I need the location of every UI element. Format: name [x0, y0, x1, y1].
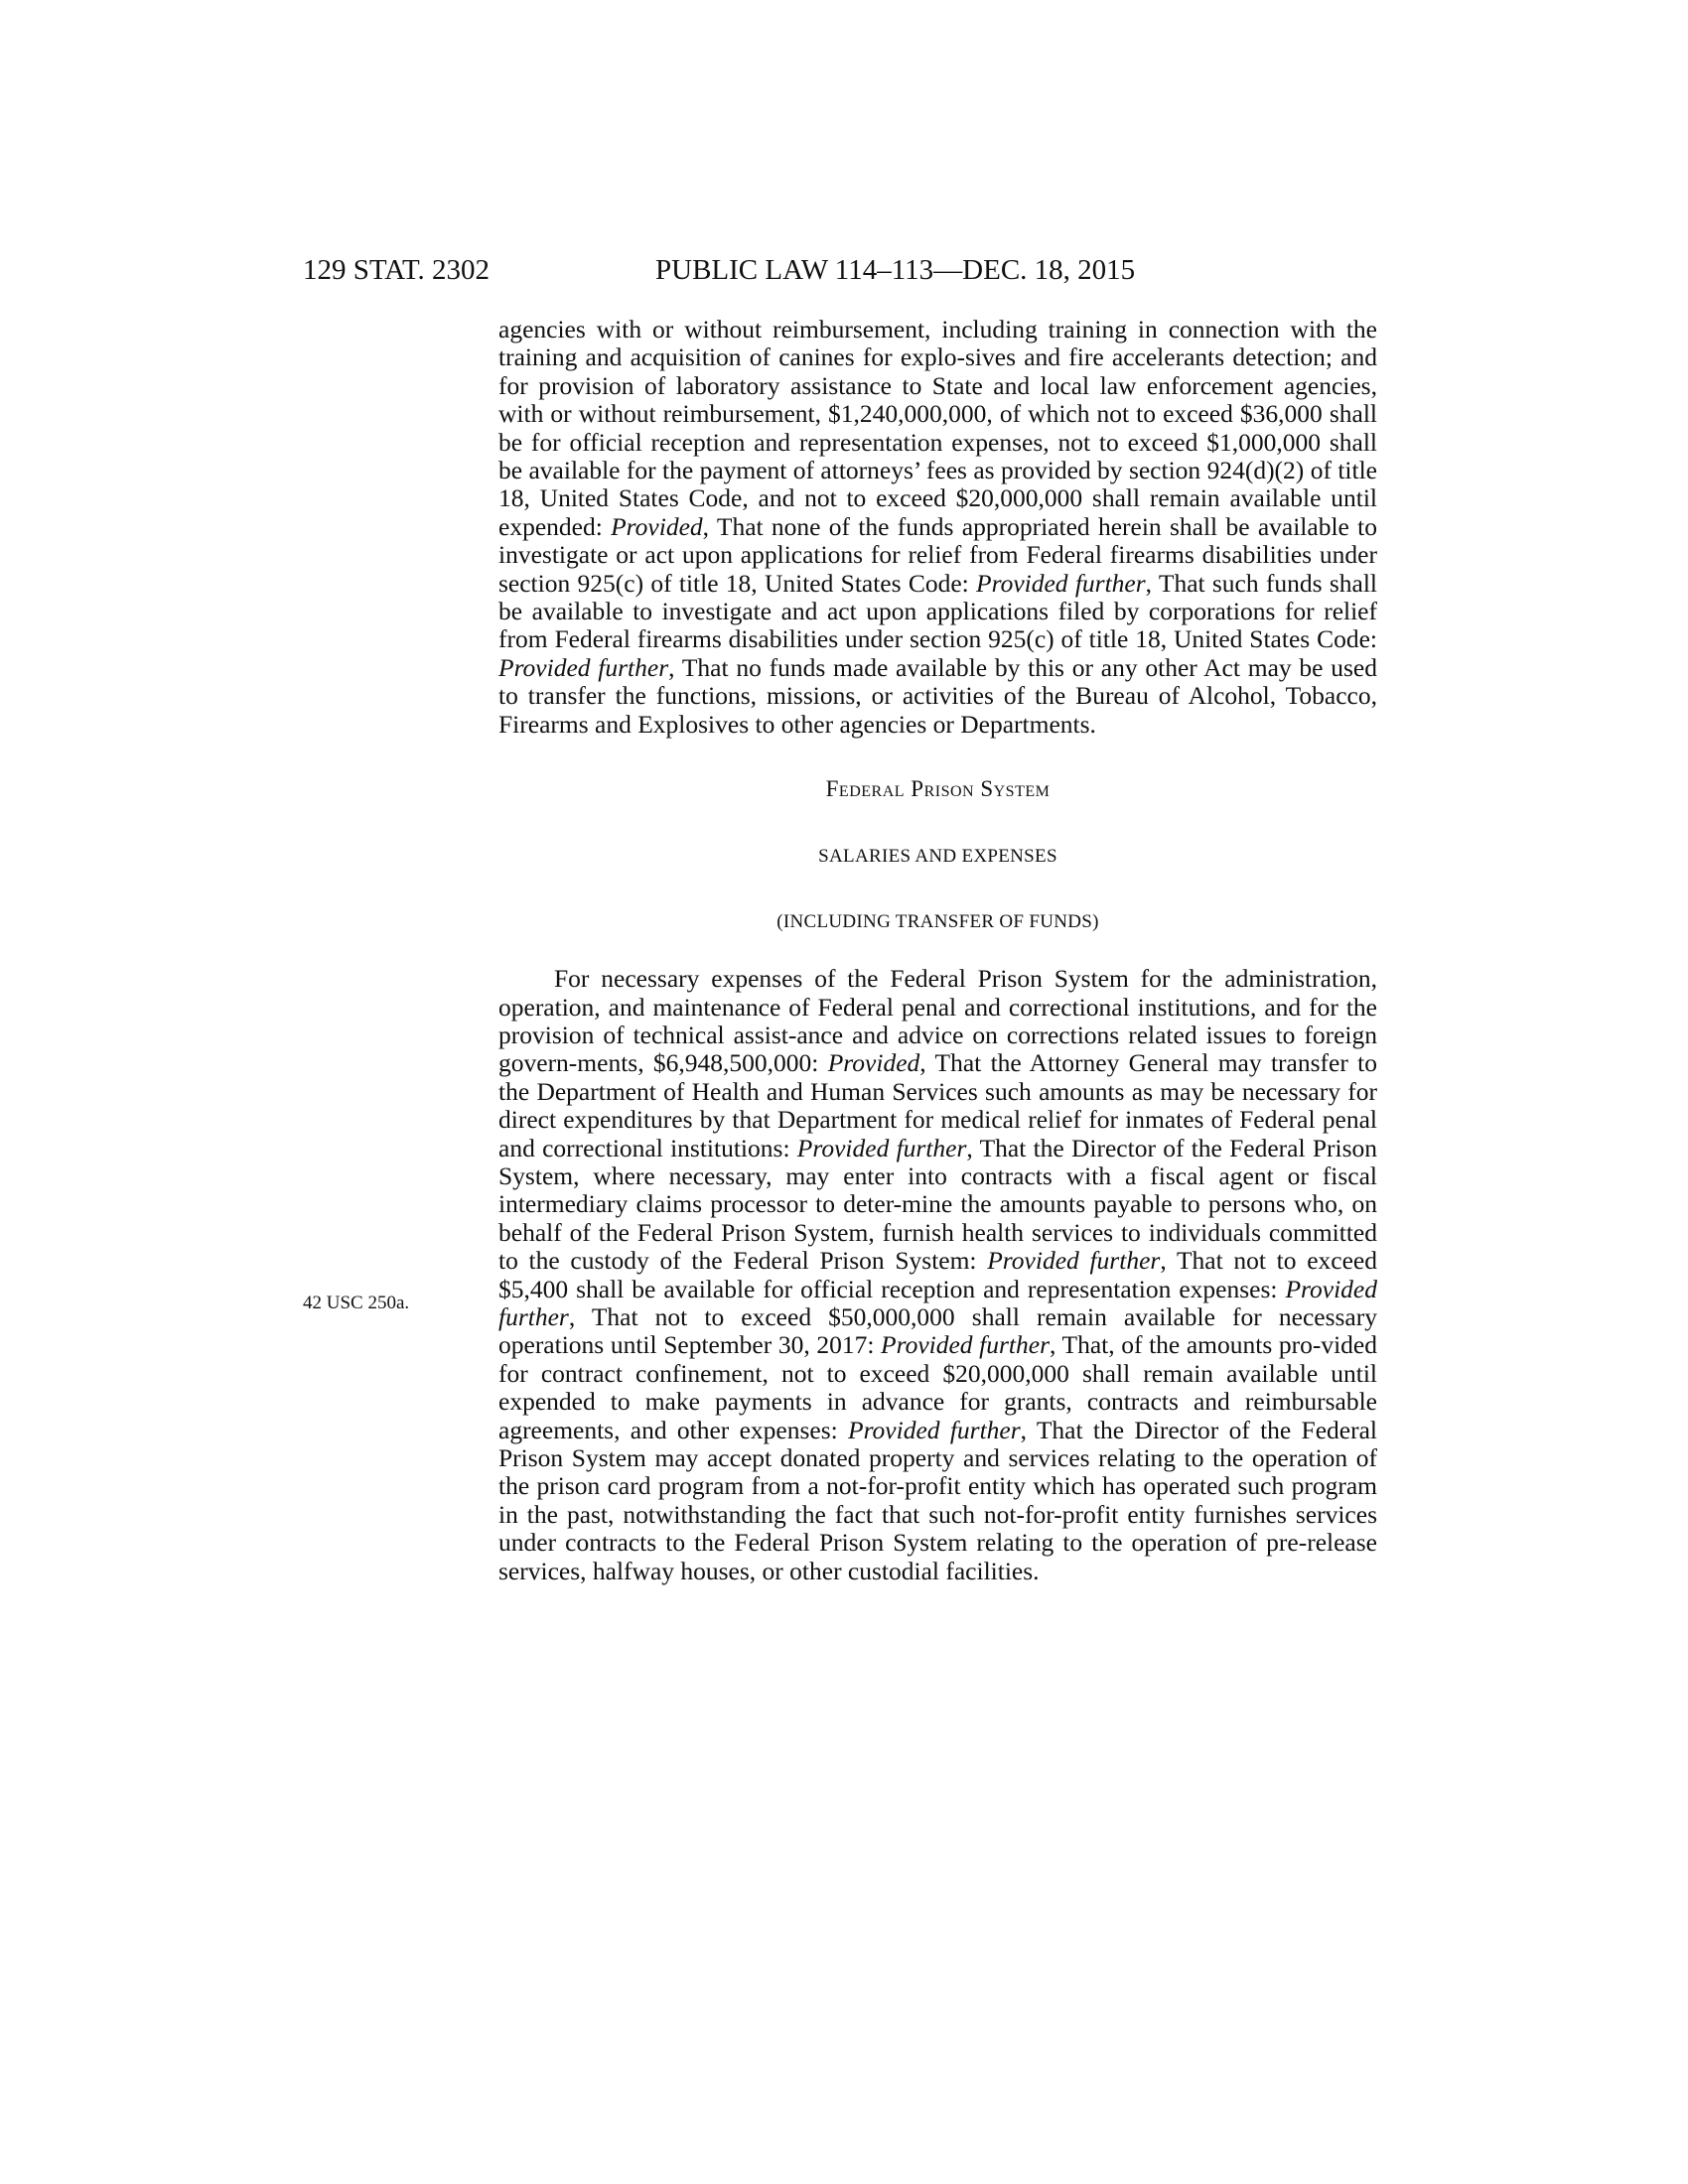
stat-page-reference: 129 STAT. 2302	[303, 254, 491, 286]
proviso-term: Provided	[827, 1048, 920, 1078]
proviso-term: Provided further	[498, 1274, 1377, 1331]
margin-citation-note: 42 USC 250a.	[303, 1293, 410, 1313]
text-run: , That such funds shall be available to investigate and act upon applications filed by corporations for relief from Federal firearms disabilities under section 925(c) of title 18, United States Code:	[498, 568, 1378, 654]
proviso-term: Provided further	[498, 652, 669, 682]
text-run: , That not to exceed $5,400 shall be available for official reception and representation expenses:	[498, 1246, 1377, 1303]
text-run: , That none of the funds appropriated herein shall be available to investigate or act upon applications for relief from Federal firearms disabilities under section 925(c) of title 18, United States Code:	[498, 511, 1377, 598]
text-run: , That the Director of the Federal Prison System, where necessary, may enter into contracts with a fiscal agent or fiscal intermediary claims processor to deter-mine the amounts payable to persons who, on behalf of the Federal Prison System, furnish health services to individuals committed to the custody of the Federal Prison System:	[498, 1133, 1378, 1276]
account-heading: SALARIES AND EXPENSES	[818, 846, 1057, 868]
text-run: , That the Attorney General may transfer to the Department of Health and Human Services such amounts as may be necessary for direct expenditures by that Department for medical relief for inmates of Federal penal and correctional institutions:	[498, 1048, 1377, 1162]
text-run: , That, of the amounts pro-vided for contract confinement, not to exceed $20,000,000 shall remain available until expended to make payments in advance for grants, contracts and reimbursable agreements, and other expenses:	[498, 1330, 1378, 1444]
proviso-term: Provided further	[848, 1415, 1021, 1444]
public-law-title: PUBLIC LAW 114–113—DEC. 18, 2015	[655, 254, 1136, 286]
proviso-term: Provided	[611, 511, 703, 541]
agency-heading-text: Federal Prison System	[825, 776, 1051, 802]
text-run: , That not to exceed $50,000,000 shall remain available for necessary operations until September 30, 2017:	[498, 1301, 1377, 1360]
agency-heading	[498, 774, 1377, 804]
text-run: For necessary expenses of the Federal Prison System for the administration, operation, and maintenance of Federal penal and correctional institutions, and for the provision of technical assist-ance and advice on corrections related issues to foreign govern-ments, $6,948,500,000:	[498, 964, 1377, 1078]
text-run: , That the Director of the Federal Prison System may accept donated property and services relating to the operation of the prison card program from a not-for-profit entity which has operated such program in the past, notwithstanding the fact that such not-for-profit entity furnishes services under contracts to the Federal Prison System relating to the operation of pre-release services, halfway houses, or other custodial facilities.	[498, 1415, 1378, 1585]
text-run: , That no funds made available by this or any other Act may be used to transfer the functions, missions, or activities of the Bureau of Alcohol, Tobacco, Firearms and Explosives to other agencies or Departments.	[498, 652, 1377, 739]
proviso-term: Provided further	[976, 568, 1146, 598]
proviso-term: Provided further	[987, 1246, 1161, 1276]
transfer-heading: (INCLUDING TRANSFER OF FUNDS)	[776, 911, 1099, 933]
body-text-column	[498, 316, 1377, 1585]
running-head	[0, 250, 1688, 290]
proviso-term: Provided further	[796, 1133, 967, 1162]
proviso-term: Provided further	[881, 1330, 1050, 1360]
text-run: agencies with or without reimbursement, including training in connection with the training and acquisition of canines for explo-sives and fire accelerants detection; and for provision of laboratory assistance to State and local law enforcement agencies, with or without reimbursement, $1,240,000,000, of which not to exceed $36,000 shall be for official reception and representation expenses, not to exceed $1,000,000 shall be available for the payment of attorneys’ fees as provided by section 924(d)(2) of title 18, United States Code, and not to exceed $20,000,000 shall remain available until expended:	[498, 315, 1377, 541]
continued-paragraph	[498, 316, 1377, 739]
salaries-expenses-paragraph	[498, 965, 1377, 1585]
